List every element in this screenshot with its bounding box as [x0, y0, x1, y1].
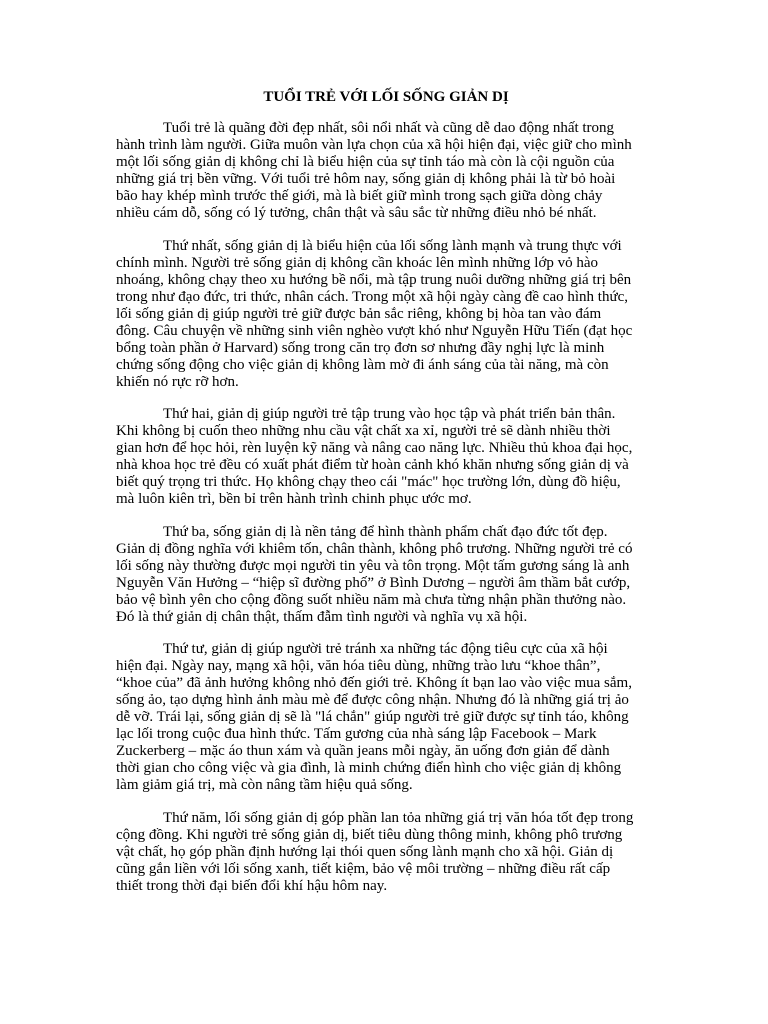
paragraph-fifth-point [116, 810, 656, 895]
paragraph-third-point [116, 524, 656, 626]
text-line: lối sống giản dị giúp người trẻ giữ được bản sắc riêng, không bị hòa tan vào đám [116, 305, 602, 322]
text-line: trong như đạo đức, tri thức, nhân cách. Trong một xã hội ngày càng đề cao hình thức, [116, 288, 628, 305]
text-line: cộng đồng. Khi người trẻ sống giản dị, biết tiêu dùng thông minh, không phô trương [116, 826, 623, 843]
text-line: Thứ nhất, sống giản dị là biểu hiện của lối sống lành mạnh và trung thực với [163, 237, 622, 254]
text-line: chính mình. Người trẻ sống giản dị không cần khoác lên mình những lớp vỏ hào [116, 254, 599, 271]
text-line: sống ảo, tạo dựng hình ảnh màu mè để được công nhận. Nhưng đó là những giá trị ảo [116, 692, 629, 709]
text-line: bão hay khép mình trước thế giới, mà là biết giữ mình trong sạch giữa dòng chảy [116, 188, 603, 204]
text-line: thời gian cho công việc và gia đình, là minh chứng điển hình cho việc giản dị không [116, 760, 622, 777]
text-line: Đó là thứ giản dị chân thật, thấm đẫm tình người và nghĩa vụ xã hội. [116, 608, 528, 625]
text-line: nhoáng, không chạy theo xu hướng bề nổi, mà tập trung nuôi dưỡng những giá trị bên [116, 271, 632, 288]
text-line: bảo vệ bình yên cho cộng đồng suốt nhiều năm mà chưa từng nhận phần thưởng nào. [116, 591, 627, 608]
document-title: TUỔI TRẺ VỚI LỐI SỐNG GIẢN DỊ [263, 89, 509, 105]
text-line: Thứ tư, giản dị giúp người trẻ tránh xa những tác động tiêu cực của xã hội [163, 641, 608, 658]
text-line: gian hơn để học hỏi, rèn luyện kỹ năng và nâng cao năng lực. Nhiều thủ khoa đại học, [116, 440, 633, 457]
text-line: nhà khoa học trẻ đều có xuất phát điểm từ hoàn cảnh khó khăn nhưng sống giản dị và [116, 457, 629, 474]
text-line: những giá trị bền vững. Với tuổi trẻ hôm nay, sống giản dị không phải là từ bỏ hoài [116, 171, 616, 187]
text-line: Thứ hai, giản dị giúp người trẻ tập trung vào học tập và phát triển bản thân. [163, 406, 616, 423]
paragraph-intro [116, 120, 656, 222]
text-line: chứng sống động cho việc giản dị không làm mờ đi ánh sáng của tài năng, mà còn [116, 356, 609, 373]
text-line: cũng gắn liền với lối sống xanh, tiết kiệm, bảo vệ môi trường – những điều rất cấp [116, 860, 611, 877]
text-line: làm giảm giá trị, mà còn nâng tầm hiệu quả sống. [116, 777, 413, 794]
text-line: Nguyễn Văn Hưởng – “hiệp sĩ đường phố” ở Bình Dương – người âm thầm bắt cướp, [116, 574, 631, 591]
text-line: đông. Câu chuyện về những sinh viên nghèo vượt khó như Nguyễn Hữu Tiến (đạt học [116, 322, 633, 339]
text-line: dễ vỡ. Trái lại, sống giản dị sẽ là "lá chắn" giúp người trẻ giữ được sự tỉnh táo, không [116, 709, 629, 726]
text-line: vật chất, họ góp phần định hướng lại thói quen sống lành mạnh cho xã hội. Giản dị [116, 843, 614, 860]
text-line: biết quý trọng tri thức. Họ không chạy theo cái "mác" học trường lớn, dùng đồ hiệu, [116, 474, 621, 491]
paragraph-first-point [116, 238, 656, 391]
text-line: một lối sống giản dị không chỉ là biểu hiện của sự tỉnh táo mà còn là cội nguồn của [116, 154, 615, 170]
text-line: lạc lối trong cuộc đua hình thức. Tấm gương của nhà sáng lập Facebook – Mark [116, 726, 597, 743]
text-line: thiết trong thời đại biến đổi khí hậu hôm nay. [116, 877, 388, 894]
text-line: Khi không bị cuốn theo những nhu cầu vật chất xa xỉ, người trẻ sẽ dành nhiều thời [116, 423, 611, 440]
text-line: bổng toàn phần ở Harvard) sống trong căn trọ đơn sơ nhưng đầy nghị lực là minh [116, 339, 605, 356]
text-line: Giản dị đồng nghĩa với khiêm tốn, chân thành, không phô trương. Những người trẻ có [116, 540, 633, 557]
text-line: Tuổi trẻ là quãng đời đẹp nhất, sôi nổi nhất và cũng dễ dao động nhất trong [163, 120, 615, 136]
text-line: Thứ năm, lối sống giản dị góp phần lan tỏa những giá trị văn hóa tốt đẹp trong [163, 809, 634, 826]
document-page [116, 89, 656, 911]
text-line: hiện đại. Ngày nay, mạng xã hội, văn hóa tiêu dùng, những trào lưu “khoe thân”, [116, 658, 601, 675]
text-line: mà luôn kiên trì, bền bỉ trên hành trình chinh phục ước mơ. [116, 491, 472, 508]
text-line: “khoe của” đã ảnh hưởng không nhỏ đến giới trẻ. Không ít bạn lao vào việc mua sắm, [116, 675, 632, 692]
text-line: Zuckerberg – mặc áo thun xám và quần jeans mỗi ngày, ăn uống đơn giản để dành [116, 743, 610, 760]
text-line: Thứ ba, sống giản dị là nền tảng để hình thành phẩm chất đạo đức tốt đẹp. [163, 523, 608, 540]
paragraph-fourth-point [116, 641, 656, 794]
text-line: lối sống này thường được mọi người tin yêu và tôn trọng. Một tấm gương sáng là anh [116, 557, 630, 574]
text-line: khiến nó rực rỡ hơn. [116, 373, 239, 390]
text-line: nhiều cám dỗ, sống có lý tưởng, chân thật và sâu sắc từ những điều nhỏ bé nhất. [116, 205, 597, 221]
paragraph-second-point [116, 406, 656, 508]
text-line: hành trình làm người. Giữa muôn vàn lựa chọn của xã hội hiện đại, việc giữ cho mình [116, 137, 632, 153]
